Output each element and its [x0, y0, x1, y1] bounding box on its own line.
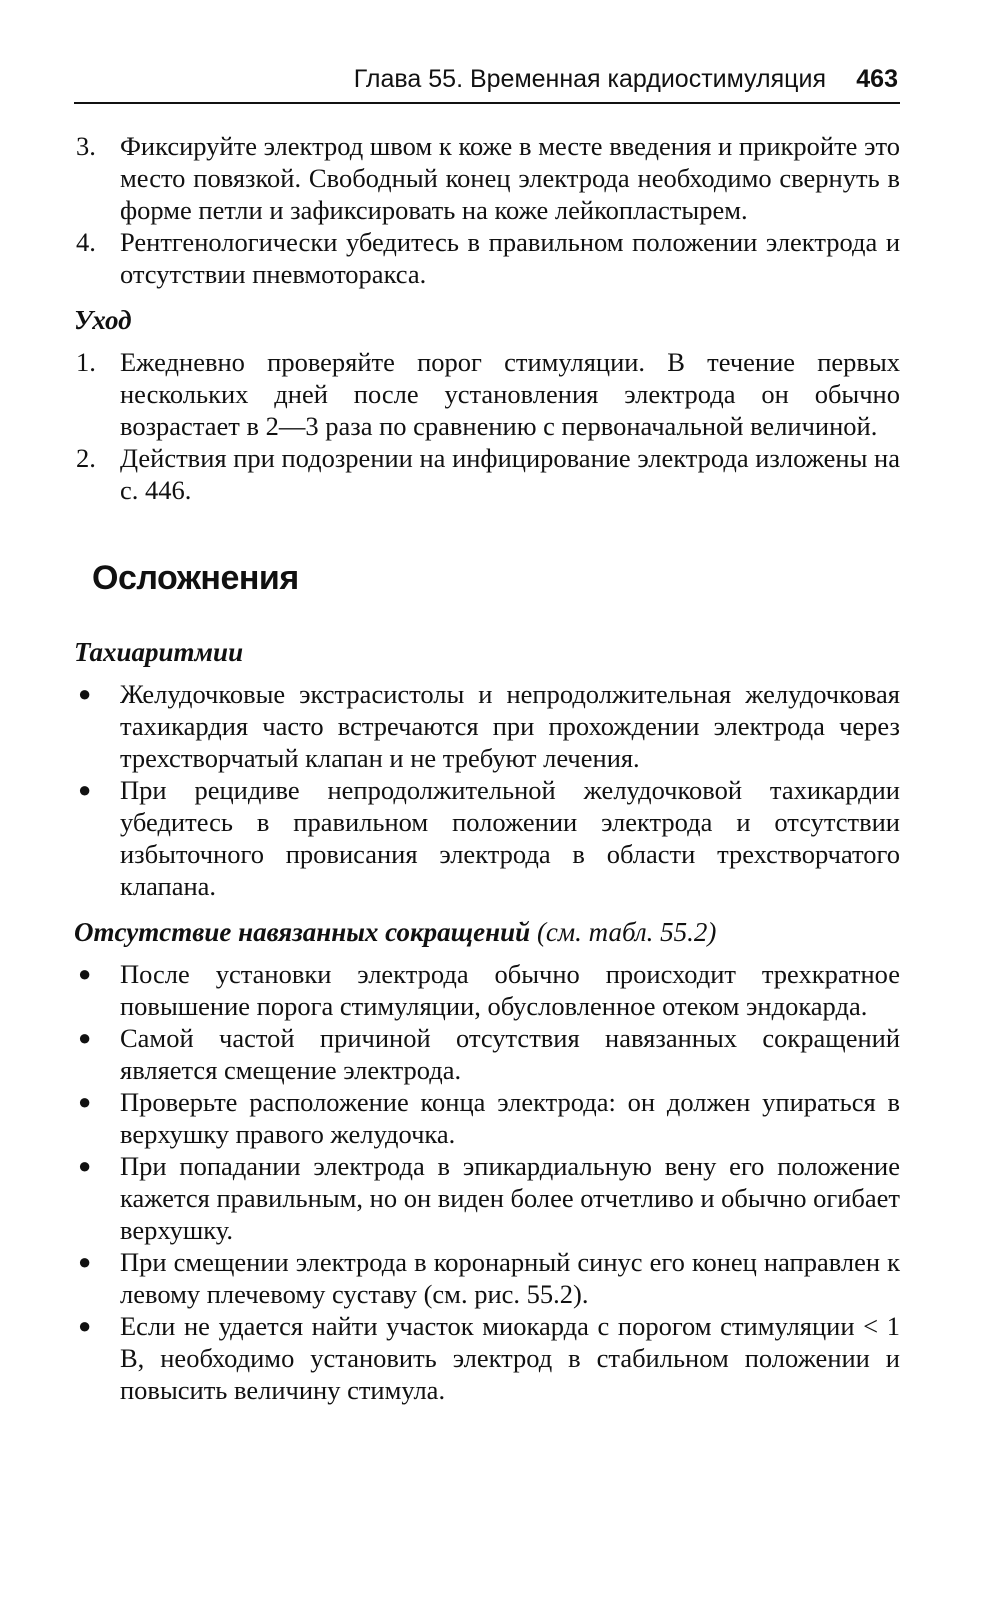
tachy-heading: Тахиаритмии [74, 637, 244, 667]
item-text: Рентгенологически убедитесь в правильном положении электрода и отсутствии пневмоторакса. [120, 227, 900, 289]
list-item [74, 130, 900, 226]
item-text: Действия при подозрении на инфицирование электрода изложены на с. 446. [120, 443, 900, 505]
care-heading: Уход [74, 305, 132, 335]
bullet-icon: ● [78, 1249, 92, 1274]
list-item [74, 1246, 900, 1310]
page-number: 463 [856, 65, 898, 93]
item-text: Самой частой причиной отсутствия навязанных сокращений является смещение электрода. [120, 1023, 900, 1085]
list-item [74, 1022, 900, 1086]
list-item [74, 346, 900, 442]
capture-heading [74, 916, 900, 948]
item-text: Фиксируйте электрод швом к коже в месте введения и прикройте это место повязкой. Свободный конец электрода необходимо свернуть в форме петли и зафиксировать на коже лейкопластырем. [120, 131, 900, 225]
item-number: 2. [76, 443, 96, 473]
list-item [74, 774, 900, 902]
list-item [74, 1310, 900, 1406]
list-item [74, 1150, 900, 1246]
capture-heading-ref: (см. табл. 55.2) [530, 917, 717, 947]
list-item [74, 442, 900, 506]
care-list [74, 346, 900, 506]
item-text: Если не удается найти участок миокарда с порогом стимуляции < 1 В, необходимо установить электрод в стабильном положении и повысить величину стимула. [120, 1311, 900, 1405]
bullet-icon: ● [78, 1089, 92, 1114]
item-text: При попадании электрода в эпикардиальную вену его положение кажется правильным, но он виден более отчетливо и обычно огибает верхушку. [120, 1151, 900, 1245]
item-number: 3. [76, 131, 96, 161]
item-text: При смещении электрода в коронарный синус его конец направлен к левому плечевому суставу (см. рис. 55.2). [120, 1247, 900, 1309]
bullet-icon: ● [78, 1025, 92, 1050]
item-text: Желудочковые экстрасистолы и непродолжительная желудочковая тахикардия часто встречаются при прохождении электрода через трехстворчатый клапан и не требуют лечения. [120, 679, 900, 773]
item-text: Ежедневно проверяйте порог стимуляции. В течение первых нескольких дней после установления электрода он обычно возрастает в 2—3 раза по сравнению с первоначальной величиной. [120, 347, 900, 441]
bullet-icon: ● [78, 1153, 92, 1178]
item-number: 1. [76, 347, 96, 377]
chapter-title: Глава 55. Временная кардиостимуляция [353, 65, 826, 93]
list-item [74, 958, 900, 1022]
list-item [74, 678, 900, 774]
bullet-icon: ● [78, 777, 92, 802]
list-item [74, 226, 900, 290]
section-title: Осложнения [92, 559, 299, 597]
procedure-steps-list [74, 130, 900, 290]
bullet-icon: ● [78, 681, 92, 706]
capture-heading-text: Отсутствие навязанных сокращений [74, 917, 531, 947]
bullet-icon: ● [78, 1313, 92, 1338]
item-text: При рецидиве непродолжительной желудочковой тахикардии убедитесь в правильном положении электрода и отсутствии избыточного провисания электрода в области трехстворчатого клапана. [120, 775, 900, 901]
list-item [74, 1086, 900, 1150]
capture-list [74, 958, 900, 1406]
item-text: Проверьте расположение конца электрода: он должен упираться в верхушку правого желудочка. [120, 1087, 900, 1149]
item-number: 4. [76, 227, 96, 257]
running-header [74, 62, 900, 104]
bullet-icon: ● [78, 961, 92, 986]
item-text: После установки электрода обычно происходит трехкратное повышение порога стимуляции, обусловленное отеком эндокарда. [120, 959, 900, 1021]
page-content [74, 130, 900, 1406]
tachy-list [74, 678, 900, 902]
